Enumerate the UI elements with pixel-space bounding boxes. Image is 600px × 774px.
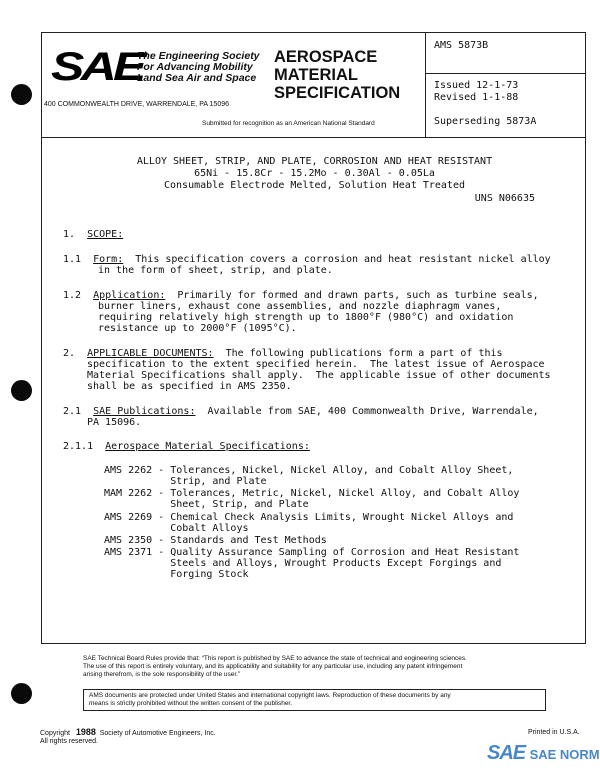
revised-date: Revised 1-1-88 <box>434 92 519 103</box>
section-1-1: 1.1 Form: This specification covers a corrosion and heat resistant nickel alloy <box>63 254 551 265</box>
header-right <box>426 33 586 138</box>
board-rules: SAE Technical Board Rules provide that: “This report is published by SAE to advance the state of technical and engineering sciences. The use of this report is entirely voluntary, and its applicability and suitability for any particular use, including any patent infringement arising therefrom, is the sole responsibility of the user.” <box>83 655 467 678</box>
header-left <box>42 33 426 138</box>
list-item: Sheet, Strip, and Plate <box>104 499 309 510</box>
list-item: AMS 2350 - Standards and Test Methods <box>104 535 327 546</box>
sae-logo: SAE <box>51 45 143 89</box>
list-item: Cobalt Alloys <box>104 523 249 534</box>
list-item: MAM 2262 - Tolerances, Metric, Nickel, Nickel Alloy, and Cobalt Alloy <box>104 488 520 499</box>
spec-title: ALLOY SHEET, STRIP, AND PLATE, CORROSION AND HEAT RESISTANT 65Ni - 15.8Cr - 15.2Mo - 0.30Al - 0.05La Consumable Electrode Melted, Solution Heat Treated <box>136 156 493 191</box>
sae-address: 400 COMMONWEALTH DRIVE, WARRENDALE, PA 15096 <box>44 101 230 108</box>
section-2: 2. APPLICABLE DOCUMENTS: The following publications form a part of this <box>63 348 503 359</box>
list-item: Strip, and Plate <box>104 476 267 487</box>
society-tagline: The Engineering Society For Advancing Mobility Land Sea Air and Space <box>137 50 260 84</box>
list-item: AMS 2371 - Quality Assurance Sampling of Corrosion and Heat Resistant <box>104 547 520 558</box>
section-2-1: 2.1 SAE Publications: Available from SAE, 400 Commonwealth Drive, Warrendale, <box>63 406 539 417</box>
copyright-line: Copyright 1988 Society of Automotive Engineers, Inc. All rights reserved. <box>40 727 216 745</box>
list-item: Forging Stock <box>104 569 249 580</box>
list-item: AMS 2269 - Chemical Check Analysis Limits, Wrought Nickel Alloys and <box>104 512 514 523</box>
spec-sheet: SAE The Engineering Society For Advancing Mobility Land Sea Air and Space 400 COMMONWEALTH DRIVE, WARRENDALE, PA 15096 AEROSPACE MATERIAL SPECIFICATION Submitted for recognition as an American National Standard AMS 5873B Issued 12-1-73 Revised 1-1-88 Superseding 5873A ALLOY SHEET, STRIP, AND PLATE, CORROSION AND HEAT RESISTANT 65Ni - 15.8Cr - 15.2Mo - 0.30Al - 0.05La Consumable Electrode Melted, Solution Heat Treated UNS N06635 1. SCOPE: 1.1 Form: This specification covers a corrosion and heat resistant nickel alloy in the form of sheet, strip, and plate. 1.2 Application: Primarily for formed and drawn parts, such as turbine seals, burner liners, exhaust cone assemblies, and nozzle diaphragm vanes, requiring relatively high strength up to 1800°F (980°C) and oxidation resistance up to 2000°F (1095°C). 2. APPLICABLE DOCUMENTS: The following publications form a part of this specification to the extent specified herein. The latest issue of Aerospace Material Specifications shall apply. The applicable issue of other documents shall be as specified in AMS 2350. 2.1 SAE Publications: Available from SAE, 400 Commonwealth Drive, Warrendale, PA 15096. 2.1.1 Aerospace Material Specifications: AMS 2262 - Tolerances, Nickel, Nickel Alloy, and Cobalt Alloy Sheet, Strip, and Plate MAM 2262 - Tolerances, Metric, Nickel, Nickel Alloy, and Cobalt Alloy Sheet, Strip, and Plate AMS 2269 - Chemical Check Analysis Limits, Wrought Nickel Alloys and Cobalt Alloys AMS 2350 - Standards and Test Methods AMS 2371 - Quality Assurance Sampling of Corrosion and Heat Resistant Steels and Alloys, Wrought Products Except Forgings and Forging Stock <box>41 32 586 644</box>
sae-mark-icon: SAE <box>487 742 526 764</box>
uns-number: UNS N06635 <box>474 193 535 204</box>
superseding: Superseding 5873A <box>434 116 537 127</box>
binder-hole <box>11 380 32 401</box>
printed-in: Printed in U.S.A. <box>528 729 580 736</box>
submitted-note: Submitted for recognition as an American National Standard <box>202 120 375 127</box>
issued-date: Issued 12-1-73 <box>434 80 519 91</box>
section-1-2: 1.2 Application: Primarily for formed and drawn parts, such as turbine seals, <box>63 290 539 301</box>
section-2-1-1: 2.1.1 Aerospace Material Specifications: <box>63 441 310 452</box>
binder-hole <box>11 683 32 704</box>
copyright-notice: AMS documents are protected under United States and international copyright laws. Reproduction of these documents by any means is strictly prohibited without the written consent of the publisher. <box>83 689 546 711</box>
list-item: AMS 2262 - Tolerances, Nickel, Nickel Alloy, and Cobalt Alloy Sheet, <box>104 465 514 476</box>
document-type: AEROSPACE MATERIAL SPECIFICATION <box>274 48 401 102</box>
section-1: 1. SCOPE: <box>63 229 124 240</box>
ams-number: AMS 5873B <box>426 33 586 74</box>
list-item: Steels and Alloys, Wrought Products Except Forgings and <box>104 558 502 569</box>
binder-hole <box>11 84 32 105</box>
issue-info <box>426 74 586 138</box>
sae-norm-brand: SAE SAE NORM <box>487 742 600 764</box>
